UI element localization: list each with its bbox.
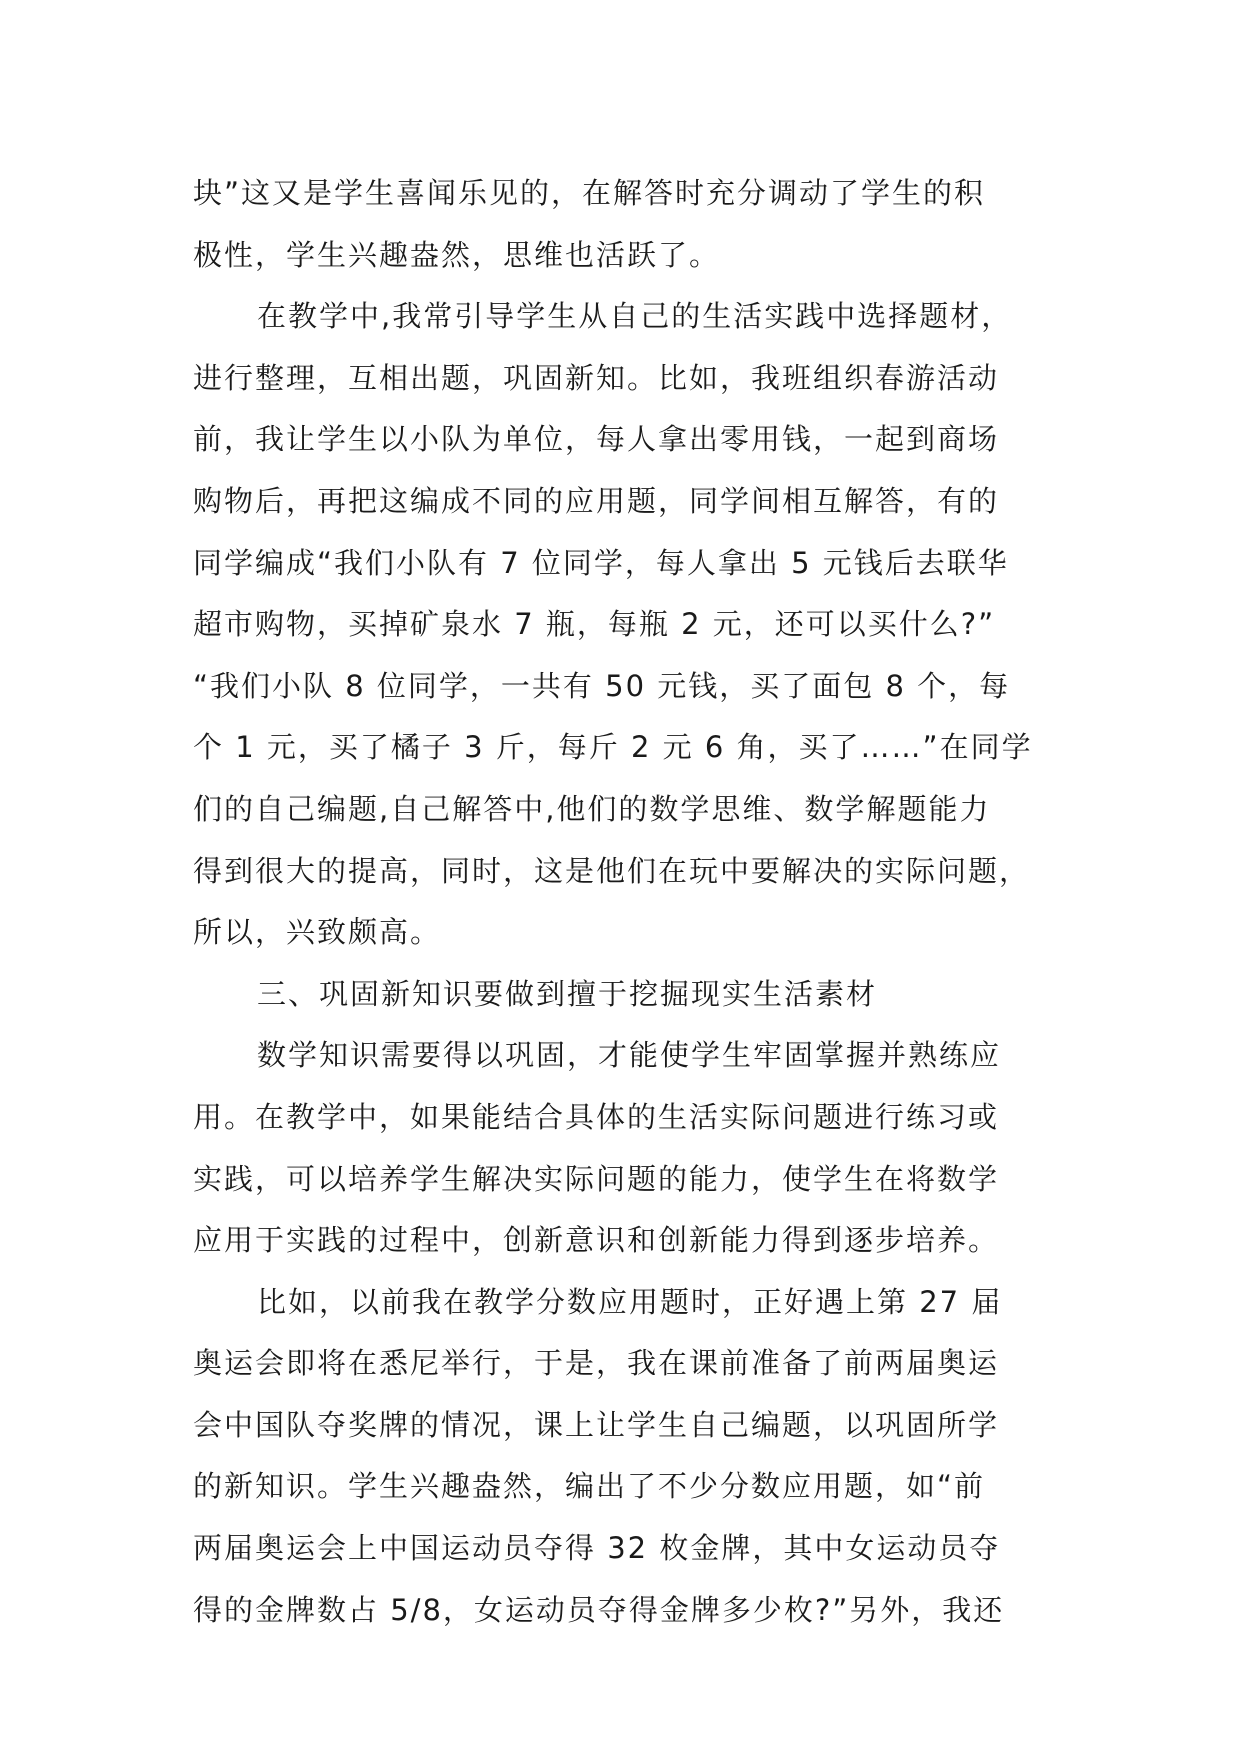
text-line: 超市购物，买掉矿泉水 7 瓶，每瓶 2 元，还可以买什么?” <box>193 607 996 642</box>
text-line: 用。在教学中，如果能结合具体的生活实际问题进行练习或 <box>193 1099 1000 1134</box>
text-line: 在教学中,我常引导学生从自己的生活实践中选择题材， <box>257 299 1013 334</box>
text-line: 实践，可以培养学生解决实际问题的能力，使学生在将数学 <box>193 1161 1000 1196</box>
text-line: 们的自己编题,自己解答中,他们的数学思维、数学解题能力 <box>193 791 991 826</box>
text-line: 个 1 元，买了橘子 3 斤，每斤 2 元 6 角，买了……”在同学 <box>193 730 1033 765</box>
text-line: 购物后，再把这编成不同的应用题，同学间相互解答，有的 <box>193 483 1000 518</box>
text-line: 得的金牌数占 5/8，女运动员夺得金牌多少枚?”另外，我还 <box>193 1592 1005 1627</box>
text-line: 奥运会即将在悉尼举行，于是，我在课前准备了前两届奥运 <box>193 1346 1000 1381</box>
text-line: 进行整理，互相出题，巩固新知。比如，我班组织春游活动 <box>193 360 1000 395</box>
text-line: 应用于实践的过程中，创新意识和创新能力得到逐步培养。 <box>193 1223 1000 1258</box>
text-line: 所以，兴致颇高。 <box>193 915 442 950</box>
section-heading: 三、巩固新知识要做到擅于挖掘现实生活素材 <box>257 976 878 1011</box>
text-line: 比如，以前我在教学分数应用题时，正好遇上第 27 届 <box>257 1284 1003 1319</box>
body-text <box>193 163 1063 1641</box>
text-line: 两届奥运会上中国运动员夺得 32 枚金牌，其中女运动员夺 <box>193 1531 1001 1566</box>
text-line: 得到很大的提高，同时，这是他们在玩中要解决的实际问题， <box>193 853 1031 888</box>
text-line: 数学知识需要得以巩固，才能使学生牢固掌握并熟练应 <box>257 1038 1002 1073</box>
text-line: 前，我让学生以小队为单位，每人拿出零用钱，一起到商场 <box>193 422 1000 457</box>
text-line: 同学编成“我们小队有 7 位同学，每人拿出 5 元钱后去联华 <box>193 545 1009 580</box>
text-line: 极性，学生兴趣盎然，思维也活跃了。 <box>193 237 721 272</box>
text-line: 块”这又是学生喜闻乐见的，在解答时充分调动了学生的积 <box>193 176 986 210</box>
text-line: 的新知识。学生兴趣盎然，编出了不少分数应用题，如“前 <box>193 1469 986 1504</box>
text-line: “我们小队 8 位同学，一共有 50 元钱，买了面包 8 个，每 <box>193 668 1011 703</box>
text-line: 会中国队夺奖牌的情况，课上让学生自己编题，以巩固所学 <box>193 1407 1000 1442</box>
